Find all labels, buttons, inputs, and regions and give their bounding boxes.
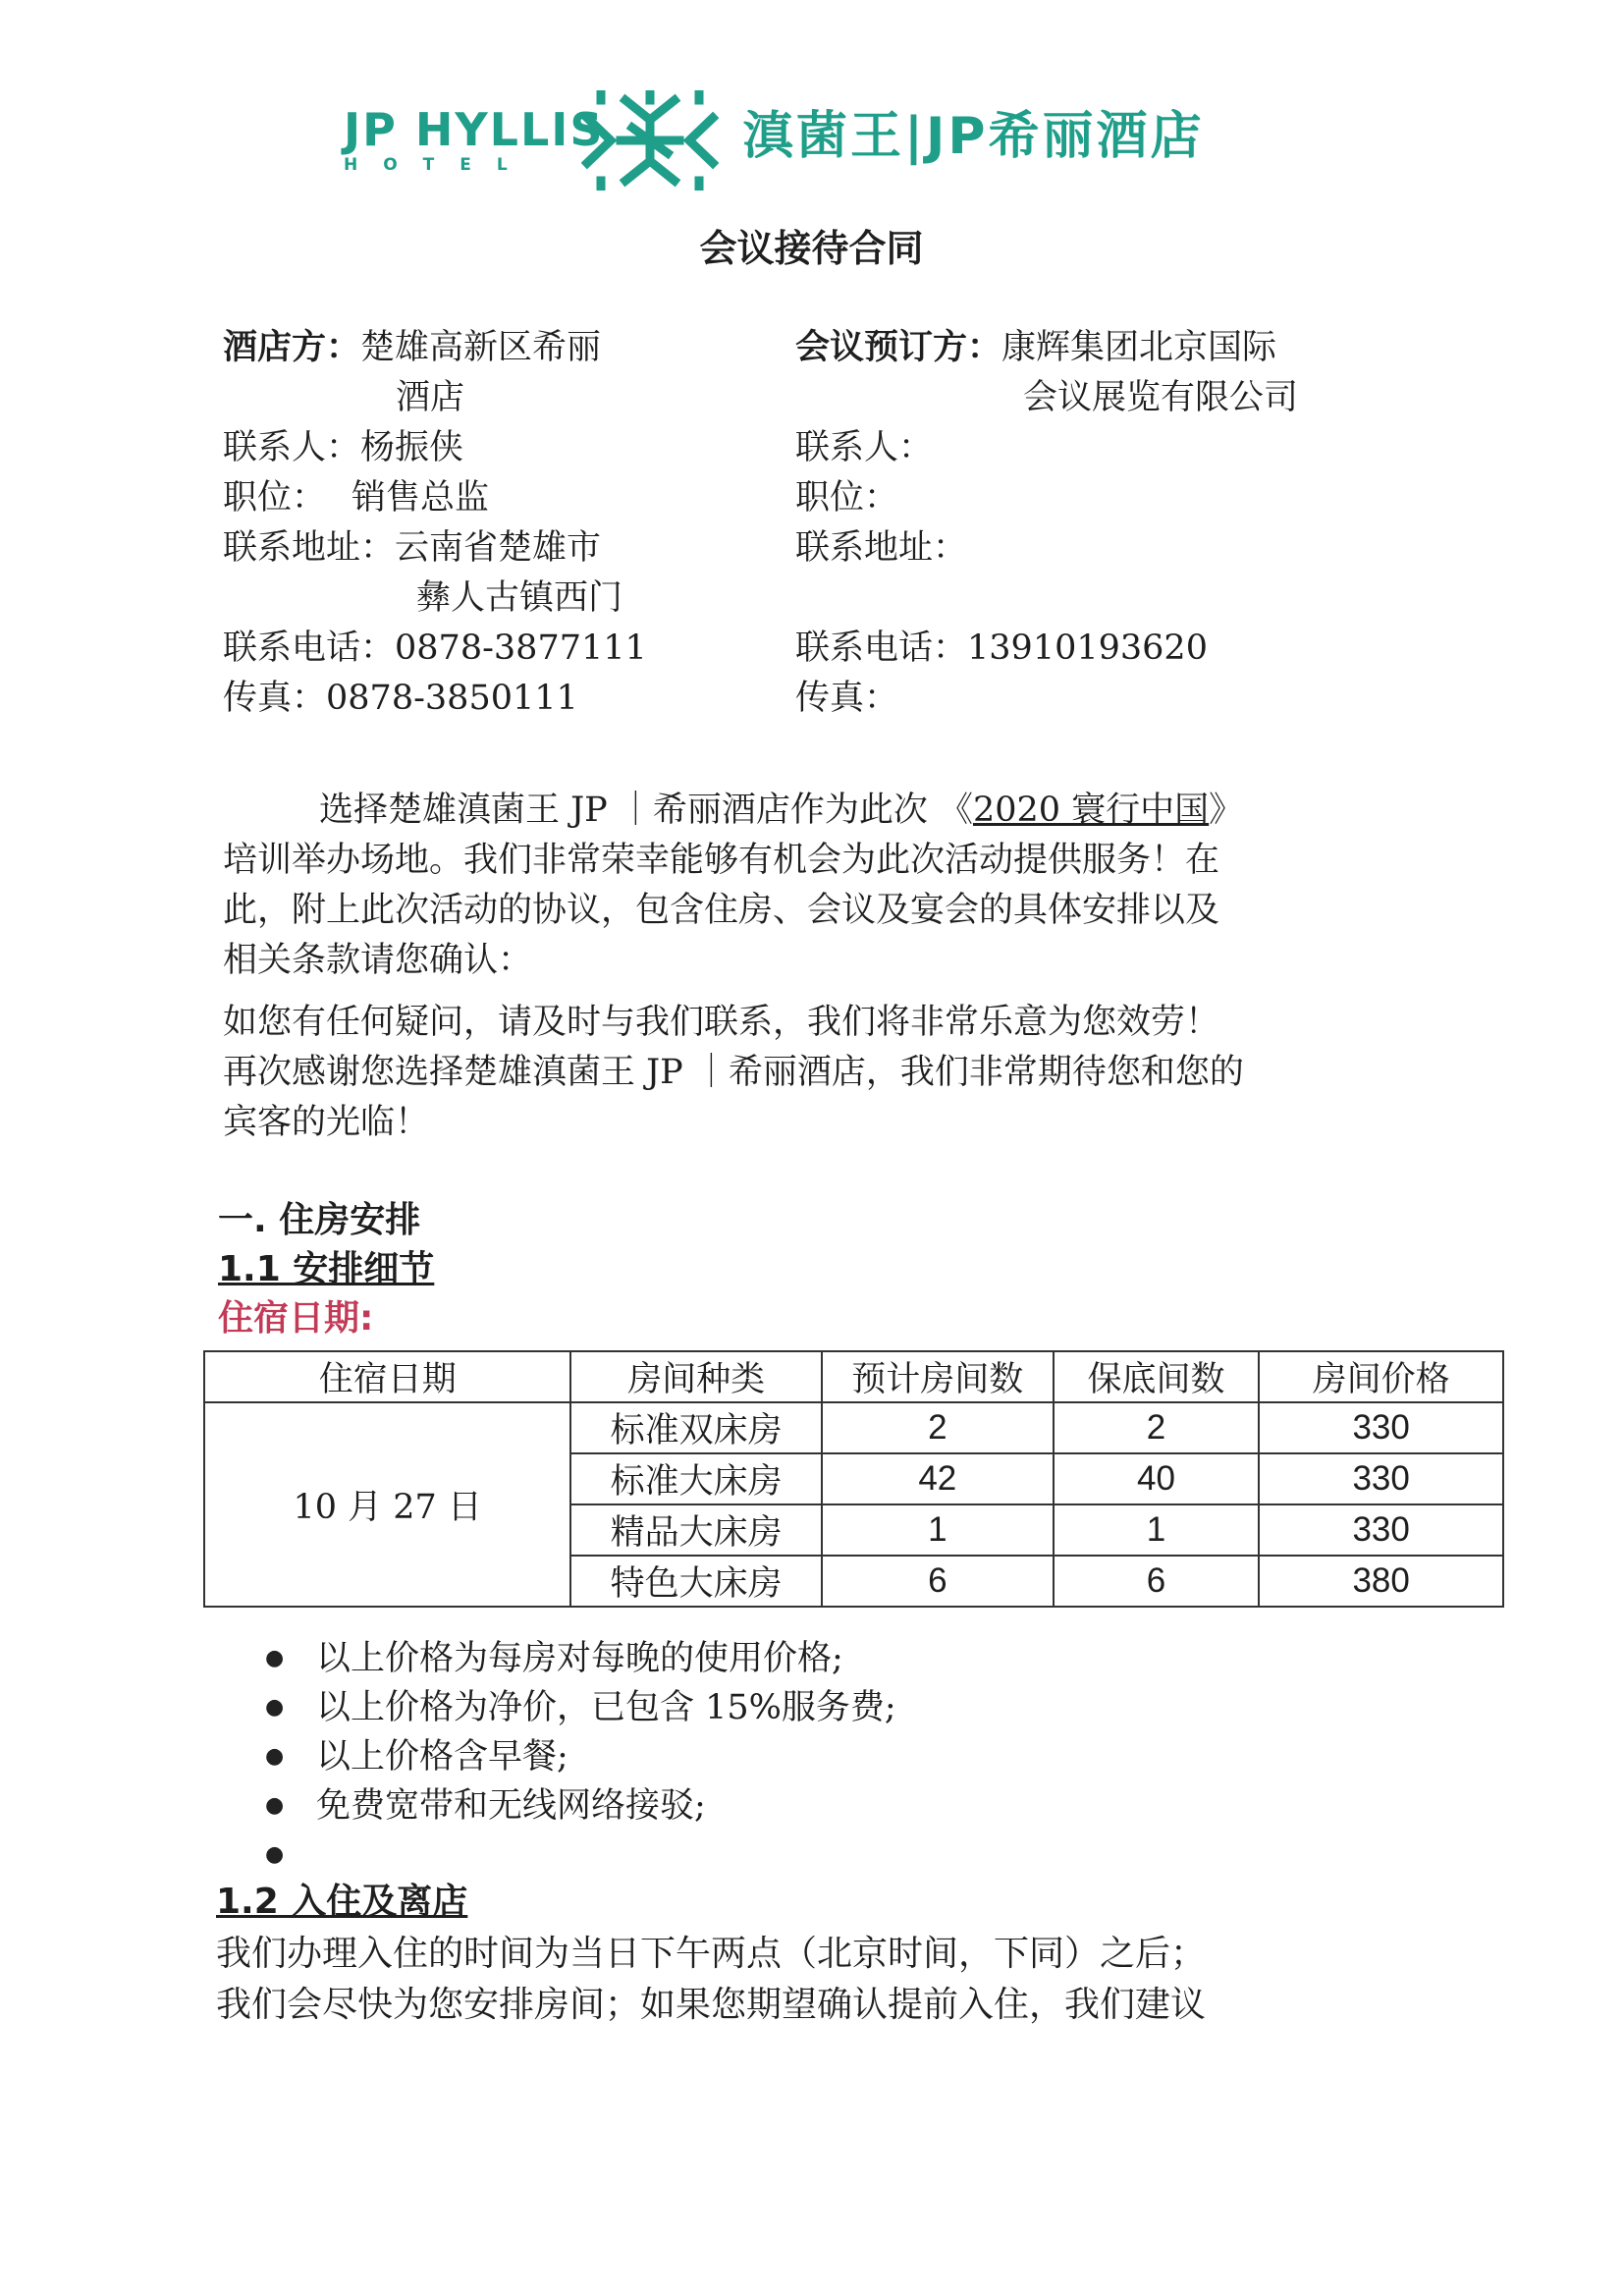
- hotel-position: 销售总监: [352, 478, 490, 518]
- intro-line1-a: 选择楚雄滇菌王 JP ｜希丽酒店作为此次 《: [319, 791, 973, 830]
- hotel-fax: 0878-3850111: [326, 679, 578, 718]
- hotel-address-line1: 云南省楚雄市: [395, 528, 602, 568]
- hotel-contact-label: 联系人：: [223, 428, 361, 467]
- logo-en-sub: HOTEL: [344, 155, 533, 175]
- client-phone: 13910193620: [967, 629, 1208, 668]
- price-cell: 330: [1259, 1504, 1503, 1556]
- minimum-cell: 40: [1054, 1453, 1260, 1504]
- hotel-name-line1: 楚雄高新区希丽: [360, 328, 602, 367]
- estimated-cell: 42: [822, 1453, 1054, 1504]
- hotel-contact: 杨振侠: [360, 428, 464, 467]
- hotel-phone: 0878-3877111: [395, 629, 647, 668]
- logo-chinese: 滇菌王|JP希丽酒店: [742, 107, 1205, 166]
- hotel-address-line2: 彝人古镇西门: [416, 578, 623, 618]
- hotel-emblem-icon: [581, 90, 719, 191]
- header-room-type: 房间种类: [570, 1351, 822, 1402]
- room-type-cell: 标准双床房: [570, 1402, 822, 1453]
- room-type-cell: 精品大床房: [570, 1504, 822, 1556]
- intro-paragraph: [223, 786, 1381, 1148]
- hotel-position-label: 职位：: [223, 478, 327, 518]
- client-label: 会议预订方：: [795, 327, 1002, 367]
- intro-line5: 如您有任何疑问，请及时与我们联系，我们将非常乐意为您效劳！: [223, 1003, 1220, 1042]
- room-table: [203, 1350, 1504, 1608]
- intro-line1-b: 》: [1209, 791, 1244, 830]
- subsection-heading-checkin: 1.2 入住及离店: [216, 1882, 468, 1922]
- list-item: ● 免费宽带和无线网络接驳;: [222, 1781, 896, 1831]
- event-name: 2020 寰行中国: [972, 791, 1210, 830]
- minimum-cell: 1: [1054, 1504, 1260, 1556]
- header-minimum-rooms: 保底间数: [1054, 1351, 1260, 1402]
- client-name-line2: 会议展览有限公司: [1023, 378, 1299, 417]
- section-heading-housing: 一. 住房安排: [218, 1200, 421, 1240]
- client-name-line1: 康辉集团北京国际: [1001, 328, 1277, 367]
- hotel-phone-label: 联系电话：: [223, 629, 396, 668]
- header-room-price: 房间价格: [1259, 1351, 1503, 1402]
- table-header-row: [204, 1351, 1503, 1402]
- logo-en-name: JP HYLLIS: [344, 103, 605, 156]
- hotel-party-block: [223, 322, 647, 724]
- list-item: ● 以上价格为每房对每晚的使用价格;: [222, 1634, 896, 1683]
- estimated-cell: 2: [822, 1402, 1054, 1453]
- price-cell: 330: [1259, 1402, 1503, 1453]
- room-type-cell: 特色大床房: [570, 1556, 822, 1607]
- price-cell: 380: [1259, 1556, 1503, 1607]
- intro-line7: 宾客的光临！: [223, 1103, 430, 1142]
- client-fax-label: 传真：: [795, 679, 899, 718]
- minimum-cell: 6: [1054, 1556, 1260, 1607]
- list-item: [222, 1831, 896, 1880]
- list-item: ● 以上价格含早餐;: [222, 1732, 896, 1781]
- header-stay-date: 住宿日期: [204, 1351, 570, 1402]
- table-row: [204, 1402, 1503, 1453]
- hotel-fax-label: 传真：: [223, 679, 327, 718]
- client-position-label: 职位：: [795, 478, 899, 518]
- intro-line6: 再次感谢您选择楚雄滇菌王 JP ｜希丽酒店，我们非常期待您和您的: [223, 1053, 1244, 1092]
- subsection-heading-details: 1.1 安排细节: [218, 1249, 435, 1289]
- price-cell: 330: [1259, 1453, 1503, 1504]
- stay-date-cell: 10 月 27 日: [204, 1402, 570, 1607]
- client-address-label: 联系地址：: [795, 528, 968, 568]
- list-item: ● 以上价格为净价，已包含 15%服务费;: [222, 1683, 896, 1732]
- room-type-cell: 标准大床房: [570, 1453, 822, 1504]
- estimated-cell: 1: [822, 1504, 1054, 1556]
- intro-line2: 培训举办场地。我们非常荣幸能够有机会为此次活动提供服务！在: [223, 841, 1220, 880]
- hotel-name-line2: 酒店: [396, 378, 465, 417]
- hotel-label: 酒店方：: [223, 327, 361, 367]
- intro-line3: 此，附上此次活动的协议，包含住房、会议及宴会的具体安排以及: [223, 891, 1220, 930]
- client-phone-label: 联系电话：: [795, 629, 968, 668]
- checkin-line2: 我们会尽快为您安排房间；如果您期望确认提前入住，我们建议: [216, 1985, 1207, 2025]
- client-contact-label: 联系人：: [795, 428, 934, 467]
- intro-line4: 相关条款请您确认：: [223, 941, 533, 980]
- price-notes-list: [222, 1634, 896, 1880]
- hotel-address-label: 联系地址：: [223, 528, 396, 568]
- document-title: 会议接待合同: [699, 227, 924, 270]
- header-estimated-rooms: 预计房间数: [822, 1351, 1054, 1402]
- stay-date-label: 住宿日期:: [218, 1298, 374, 1339]
- estimated-cell: 6: [822, 1556, 1054, 1607]
- checkin-line1: 我们办理入住的时间为当日下午两点（北京时间，下同）之后；: [216, 1934, 1207, 1974]
- logo-english: [344, 103, 605, 175]
- minimum-cell: 2: [1054, 1402, 1260, 1453]
- client-party-block: [795, 322, 1298, 724]
